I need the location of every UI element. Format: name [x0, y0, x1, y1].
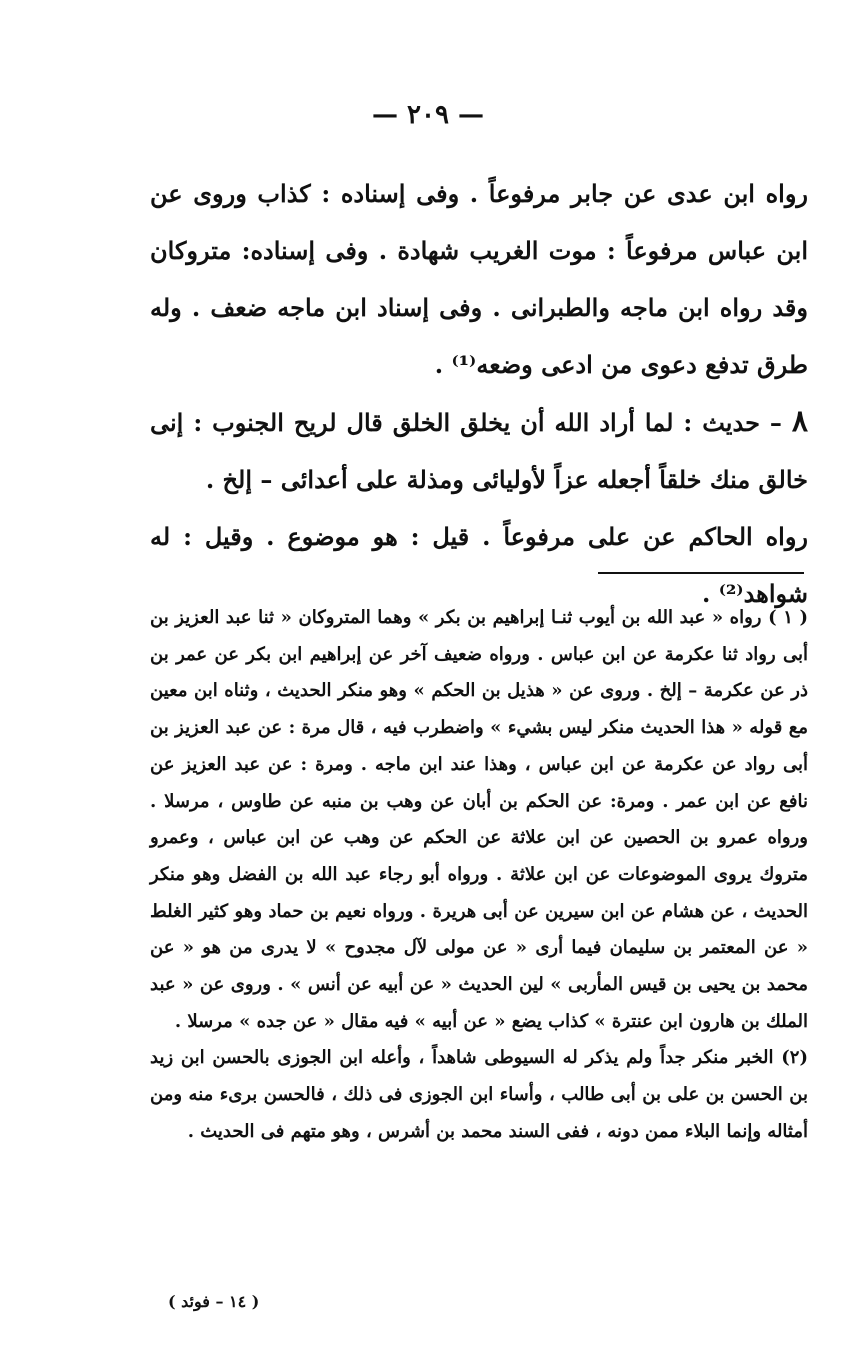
footnote-separator [598, 572, 804, 574]
hadith-text: – حديث : لما أراد الله أن يخلق الخلق قال لريح الجنوب : إنى خالق منك خلقاً أجعله عزاً لأوليائى ومذلة على أعدائى – إلخ . [150, 408, 808, 494]
paragraph-narration-hakim: رواه الحاكم عن على مرفوعاً . قيل : هو موضوع . وقيل : له شواهد⁽²⁾ . [150, 522, 808, 608]
paragraph-narration-jabir: رواه ابن عدى عن جابر مرفوعاً . وفى إسناده : كذاب وروى عن ابن عباس مرفوعاً : موت الغريب شهادة . وفى إسناده: متروكان وقد رواه ابن ماجه والطبرانى . وفى إسناد ابن ماجه ضعف . وله طرق تدفع دعوى من ادعى وضعه⁽¹⁾ . [150, 179, 808, 379]
hadith-entry [150, 393, 808, 508]
footnotes [150, 600, 808, 1151]
footnote-1: ( ١ ) رواه « عبد الله بن أيوب ثنـا إبراهيم بن بكر » وهما المتروكان « ثنا عبد العزيز بن أبى رواد ثنا عكرمة عن ابن عباس . ورواه ضعيف آخر عن إبراهيم ابن بكر عن عمر بن ذر عن عكرمة – إلخ . وروى عن « هذيل بن الحكم » وهو منكر الحديث ، وثناه ابن معين مع قوله « هذا الحديث منكر ليس بشيء » واضطرب فيه ، قال مرة : عن عبد العزيز بن أبى رواد عن عكرمة عن ابن عباس ، وهذا عند ابن ماجه . ومرة : عن عبد العزيز عن نافع عن ابن عمر . ومرة: عن الحكم بن أبان عن وهب بن منبه عن طاوس ، مرسلا . ورواه عمرو بن الحصين عن ابن علاثة عن الحكم عن وهب عن ابن عباس ، وعمرو متروك يروى الموضوعات عن ابن علاثة . ورواه أبو رجاء عبد الله بن الفضل وهو منكر الحديث ، عن هشام عن ابن سيرين عن أبى هريرة . ورواه نعيم بن حماد وهو كثير الغلط « عن المعتمر بن سليمان فيما أرى « عن مولى لآل مجدوح » لا يدرى من هو « عن محمد بن يحيى بن قيس المأربى » لين الحديث « عن أبيه عن أنس » . وروى عن « عبد الملك بن هارون ابن عنترة » كذاب يضع « عن أبيه » فيه مقال « عن جده » مرسلا . [150, 607, 808, 1032]
printer-signature-mark: ( ١٤ – فوئد ) [168, 1292, 260, 1311]
page-number: — ٢٠٩ — [371, 100, 485, 130]
main-text [150, 165, 808, 622]
hadith-number: ٨ [791, 404, 808, 439]
footnote-2: (٢) الخبر منكر جداً ولم يذكر له السيوطى شاهداً ، وأعله ابن الجوزى بالحسن ابن زيد بن الحسن بن على بن أبى طالب ، وأساء ابن الجوزى فى ذلك ، فالحسن برىء منه ومن أمثاله وإنما البلاء ممن دونه ، ففى السند محمد بن أشرس ، وهو متهم فى الحديث . [150, 1047, 808, 1142]
